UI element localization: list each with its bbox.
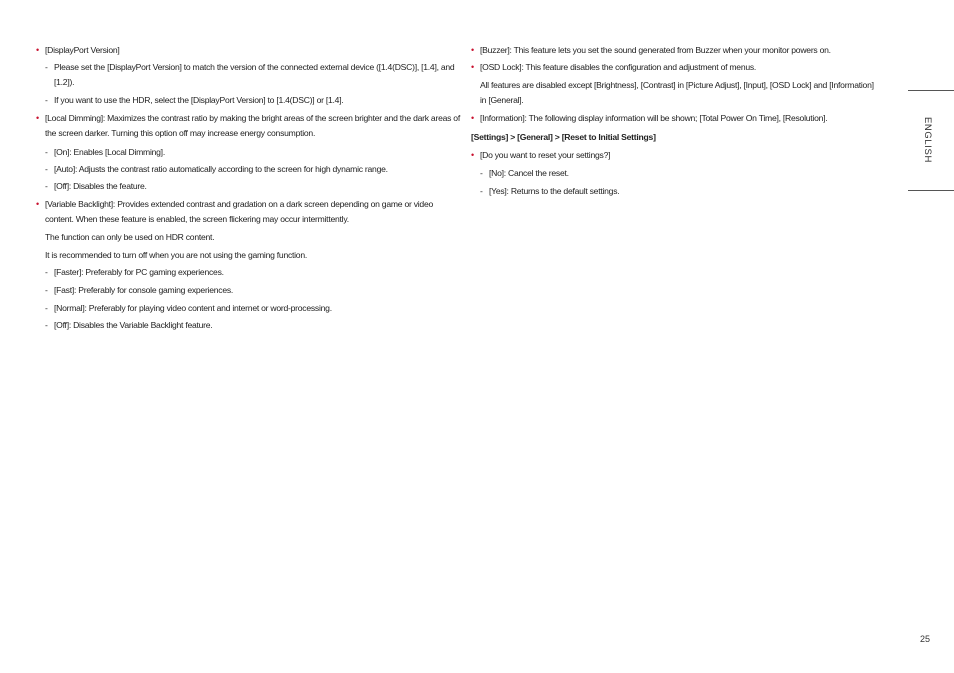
buzzer-item: • [Buzzer]: This feature lets you set the sound generated from Buzzer when your monitor powers on. [471,43,875,58]
displayport-version-sub-2: - If you want to use the HDR, select the [DisplayPort Version] to [1.4(DSC)] or [1.4]. [36,93,472,108]
side-tab-bottom-rule [908,190,954,191]
variable-backlight-note-2: It is recommended to turn off when you are not using the gaming function. [45,250,308,260]
variable-backlight-item: • [Variable Backlight]: Provides extended contrast and gradation on a dark screen depending on game or video content. When these feature is enabled, the screen flickering may occur intermittently. [36,197,463,227]
variable-backlight-off: - [Off]: Disables the Variable Backlight feature. [36,318,472,333]
local-dimming-on: - [On]: Enables [Local Dimming]. [36,145,472,160]
reset-no-option: - [No]: Cancel the reset. [471,166,884,181]
local-dimming-off: - [Off]: Disables the feature. [36,179,472,194]
side-tab-top-rule [908,90,954,91]
language-side-tab: ENGLISH [922,117,933,163]
local-dimming-item: • [Local Dimming]: Maximizes the contrast ratio by making the bright areas of the screen brighter and the dark areas of the screen darker. Turning this option off may increase energy consumption. [36,111,463,141]
osd-lock-item: • [OSD Lock]: This feature disables the configuration and adjustment of menus. [471,60,875,75]
page-number: 25 [920,634,931,644]
variable-backlight-normal: - [Normal]: Preferably for playing video content and internet or word-processing. [36,301,472,316]
reset-settings-heading: [Settings] > [General] > [Reset to Initial Settings] [471,132,656,142]
displayport-version-sub-1: - Please set the [DisplayPort Version] to match the version of the connected external device ([1.4(DSC)], [1.4], and [1.2]). [36,60,472,90]
information-item: • [Information]: The following display information will be shown; [Total Power On Time], [Resolution]. [471,111,875,126]
variable-backlight-faster: - [Faster]: Preferably for PC gaming experiences. [36,265,472,280]
displayport-version-item: • [DisplayPort Version] [36,43,463,58]
reset-yes-option: - [Yes]: Returns to the default settings. [471,184,884,199]
variable-backlight-note-1: The function can only be used on HDR content. [45,232,215,242]
osd-lock-note: All features are disabled except [Brightness], [Contrast] in [Picture Adjust], [Input], [OSD Lock] and [Information] in [General]. [480,80,874,105]
variable-backlight-fast: - [Fast]: Preferably for console gaming experiences. [36,283,472,298]
reset-question-item: • [Do you want to reset your settings?] [471,148,875,163]
local-dimming-auto: - [Auto]: Adjusts the contrast ratio automatically according to the screen for high dynamic range. [36,162,472,177]
